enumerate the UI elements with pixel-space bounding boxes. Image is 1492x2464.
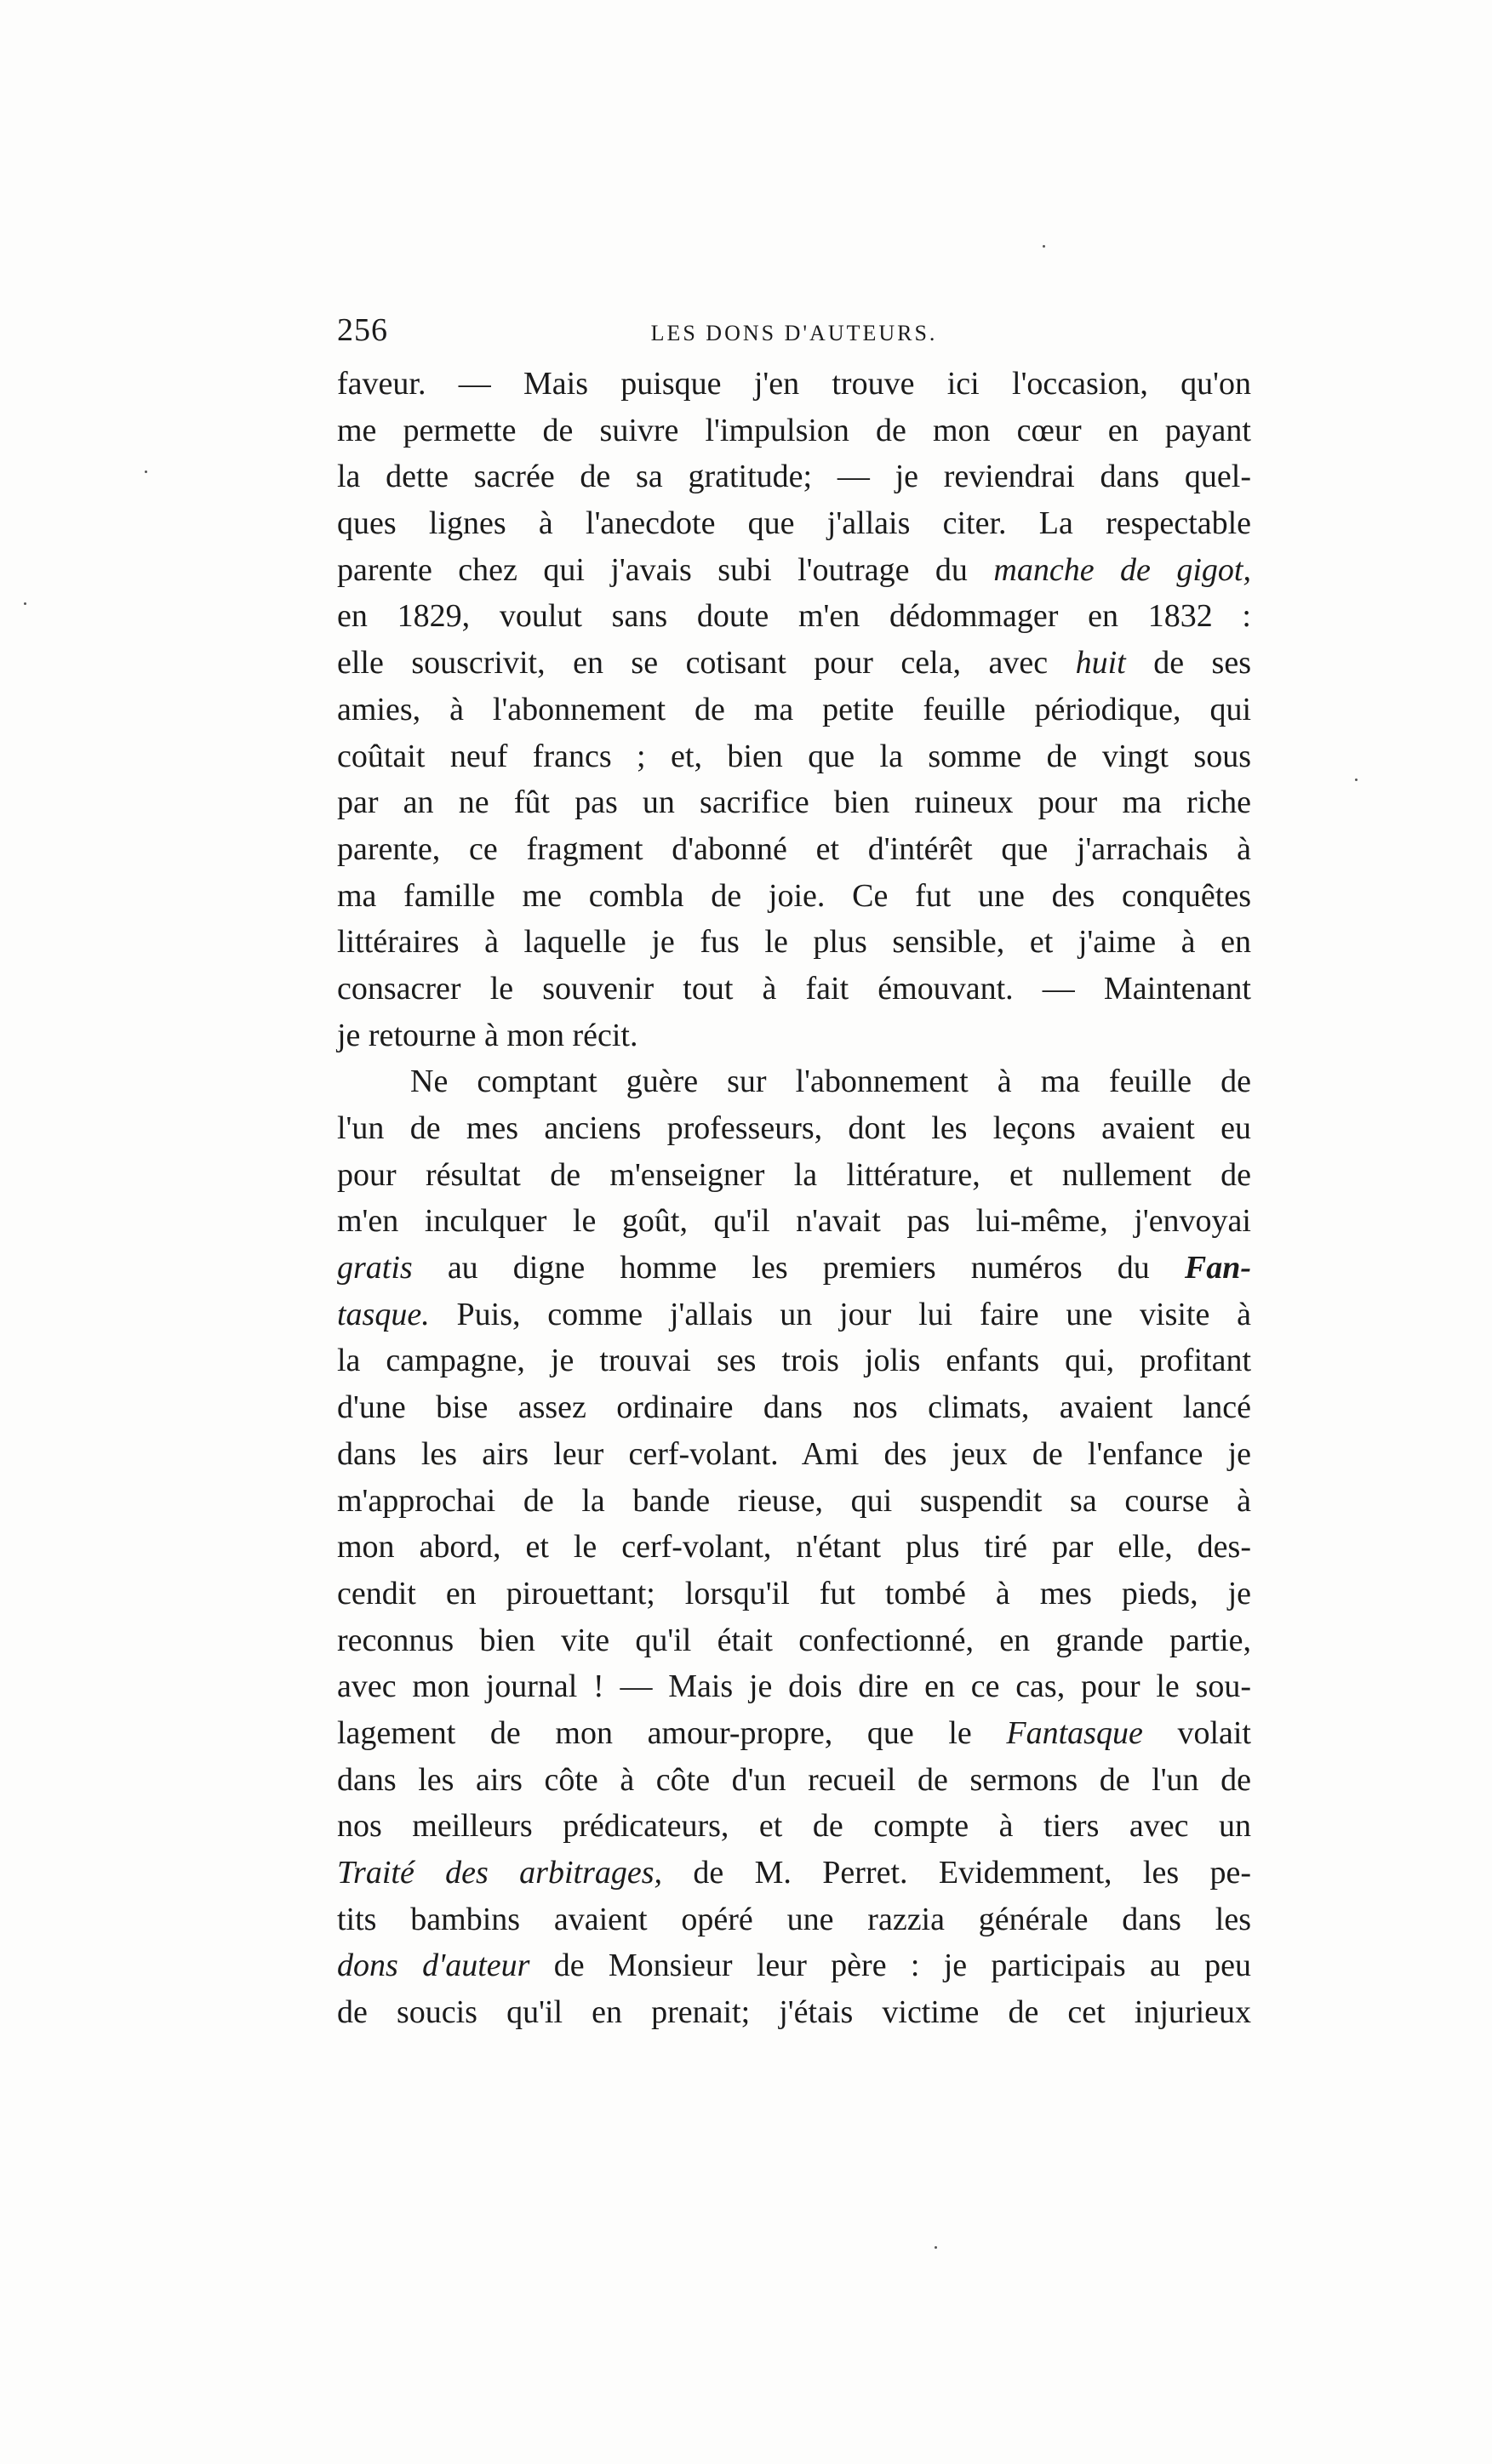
text-line: amies, à l'abonnement de ma petite feuille périodique, qui (337, 691, 1251, 727)
text-line: dans les airs leur cerf-volant. Ami des jeux de l'enfance je (337, 1435, 1251, 1472)
text-line: pour résultat de m'enseigner la littérature, et nullement de (337, 1156, 1251, 1193)
italic-phrase: Traité des arbitrages, (337, 1855, 663, 1891)
scan-speck (1043, 245, 1045, 248)
text-line: dans les airs côte à côte d'un recueil de sermons de l'un de (337, 1761, 1251, 1798)
text-line: parente, ce fragment d'abonné et d'intérêt que j'arrachais à (337, 830, 1251, 867)
italic-phrase: huit (1075, 645, 1126, 682)
text-line: littéraires à laquelle je fus le plus sensible, et j'aime à en (337, 924, 1251, 961)
text-line: me permette de suivre l'impulsion de mon cœur en payant (337, 412, 1251, 448)
text-line: Traité des arbitrages, de M. Perret. Evidemment, les pe- (337, 1855, 1252, 1891)
text-line: nos meilleurs prédicateurs, et de compte à tiers avec un (337, 1808, 1251, 1845)
text-line: m'en inculquer le goût, qu'il n'avait pas lui-même, j'envoyai (337, 1203, 1251, 1240)
text-line: de soucis qu'il en prenait; j'étais victime de cet injurieux (337, 1994, 1251, 2031)
text-line: parente chez qui j'avais subi l'outrage du manche de gigot, (337, 551, 1251, 588)
text-line: cendit en pirouettant; lorsqu'il fut tombé à mes pieds, je (337, 1575, 1251, 1611)
running-title: LES DONS D'AUTEURS. (650, 321, 938, 345)
scan-speck (1355, 779, 1358, 781)
text-line: mon abord, et le cerf-volant, n'étant plus tiré par elle, des- (337, 1529, 1251, 1566)
text-line: m'approchai de la bande rieuse, qui suspendit sa course à (337, 1482, 1251, 1519)
paragraph-start-line: Ne comptant guère sur l'abonnement à ma feuille de (410, 1064, 1251, 1100)
scan-speck (24, 602, 26, 605)
text-line: consacrer le souvenir tout à fait émouvant. — Maintenant (337, 970, 1251, 1007)
text-line: lagement de mon amour-propre, que le Fantasque volait (337, 1714, 1251, 1751)
italic-phrase: tasque. (337, 1296, 430, 1332)
text-line: faveur. — Mais puisque j'en trouve ici l'occasion, qu'on (337, 366, 1251, 402)
text-line: la campagne, je trouvai ses trois jolis enfants qui, profitant (337, 1343, 1251, 1379)
text-line: tasque. Puis, comme j'allais un jour lui faire une visite à (337, 1296, 1251, 1332)
text-line: ques lignes à l'anecdote que j'allais citer. La respectable (337, 505, 1251, 542)
text-line: dons d'auteur de Monsieur leur père : je participais au peu (337, 1948, 1251, 1984)
bold-italic-title: Fan- (1184, 1250, 1252, 1286)
italic-phrase: Fantasque (1006, 1714, 1143, 1751)
text-line: en 1829, voulut sans doute m'en dédommager en 1832 : (337, 598, 1251, 635)
page-number: 256 (337, 312, 388, 348)
body-text (337, 361, 1251, 2036)
italic-phrase: manche de gigot, (993, 551, 1251, 588)
text-line: l'un de mes anciens professeurs, dont les leçons avaient eu (337, 1110, 1251, 1146)
text-line: reconnus bien vite qu'il était confectionné, en grande partie, (337, 1622, 1251, 1658)
text-line: avec mon journal ! — Mais je dois dire en ce cas, pour le sou- (337, 1668, 1251, 1705)
scan-speck (935, 2246, 937, 2249)
text-line: d'une bise assez ordinaire dans nos climats, avaient lancé (337, 1389, 1251, 1426)
text-line: par an ne fût pas un sacrifice bien ruineux pour ma riche (337, 784, 1251, 821)
text-line: gratis au digne homme les premiers numéros du Fan- (337, 1250, 1252, 1286)
text-line: la dette sacrée de sa gratitude; — je reviendrai dans quel- (337, 459, 1251, 495)
text-line: ma famille me combla de joie. Ce fut une des conquêtes (337, 877, 1251, 914)
text-line: coûtait neuf francs ; et, bien que la somme de vingt sous (337, 738, 1251, 774)
text-line: elle souscrivit, en se cotisant pour cela, avec huit de ses (337, 645, 1251, 682)
scan-speck (145, 471, 147, 473)
italic-phrase: gratis (337, 1250, 413, 1286)
text-line: je retourne à mon récit. (337, 1017, 638, 1053)
italic-phrase: dons d'auteur (337, 1948, 530, 1984)
running-head (337, 305, 1251, 356)
text-line: tits bambins avaient opéré une razzia générale dans les (337, 1901, 1251, 1937)
